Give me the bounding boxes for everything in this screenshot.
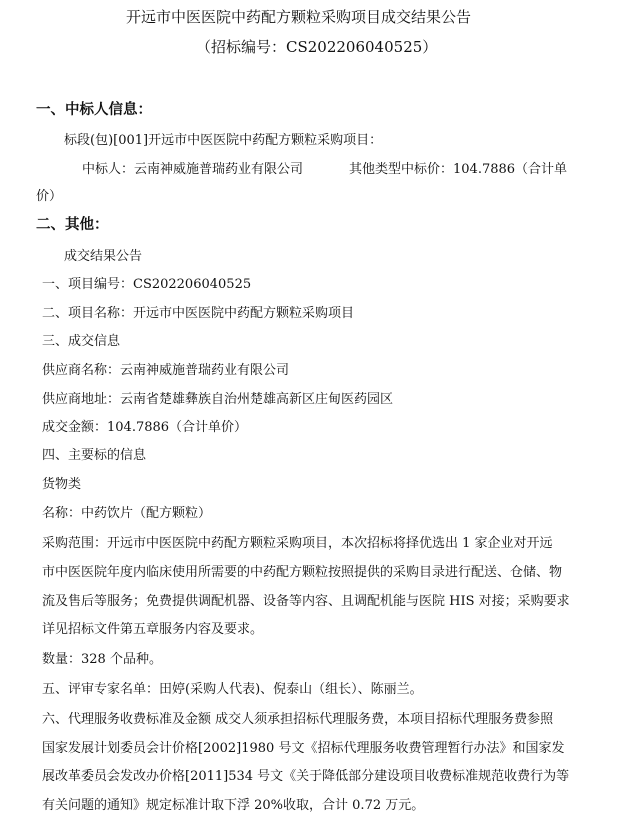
doc-subtitle: （招标编号：CS202206040525） [196,38,438,56]
expert-list: 五、评审专家名单：田婷(采购人代表)、倪泰山（组长）、陈丽兰。 [42,682,423,697]
fee-line: 展改革委员会发改办价格[2011]534 号文《关于降低部分建设项目收费标准规范收费行为等 [42,769,570,784]
lot-line: 标段(包)[001]开远市中医医院中药配方颗粒采购项目： [64,133,383,148]
item-name: 名称：中药饮片（配方颗粒） [42,506,212,521]
deal-amount: 成交金额：104.7886（合计单价） [42,420,248,435]
scope-line: 详见招标文件第五章服务内容及要求。 [42,622,264,637]
fee-line: 国家发展计划委员会计价格[2002]1980 号文《招标代理服务收费管理暂行办法》和国家发 [42,741,565,756]
winning-price-cont: 价） [36,189,63,204]
supplier-address: 供应商地址：云南省楚雄彝族自治州楚雄高新区庄甸医药园区 [42,392,394,407]
winner-line: 中标人：云南神威施普瑞药业有限公司 [82,162,304,177]
section-heading-other: 二、其他： [36,216,109,233]
fee-line: 六、代理服务收费标准及金额 成交人须承担招标代理服务费，本项目招标代理服务费参照 [42,712,554,727]
goods-category: 货物类 [42,477,82,492]
quantity: 数量：328 个品种。 [42,652,162,667]
project-name: 二、项目名称：开远市中医医院中药配方颗粒采购项目 [42,306,355,321]
project-number: 一、项目编号：CS202206040525 [42,277,252,292]
doc-title: 开远市中医医院中药配方颗粒采购项目成交结果公告 [126,8,472,26]
scope-line: 市中医医院年度内临床使用所需要的中药配方颗粒按照提供的采购目录进行配送、仓储、物 [42,565,563,580]
winning-price: 其他类型中标价：104.7886（合计单 [349,162,568,177]
section-heading-winner: 一、中标人信息： [36,101,152,118]
scope-line: 采购范围：开远市中医医院中药配方颗粒采购项目，本次招标将择优选出 1 家企业对开远 [42,536,553,551]
fee-line: 有关问题的通知》规定标准计取下浮 20%收取，合计 0.72 万元。 [42,798,425,813]
main-subject-heading: 四、主要标的信息 [42,448,147,463]
scope-line: 流及售后等服务；免费提供调配机器、设备等内容、且调配机能与医院 HIS 对接；采购要求 [42,594,570,609]
notice-title: 成交结果公告 [64,249,143,264]
deal-info-heading: 三、成交信息 [42,334,121,349]
supplier-name: 供应商名称：云南神威施普瑞药业有限公司 [42,363,290,378]
